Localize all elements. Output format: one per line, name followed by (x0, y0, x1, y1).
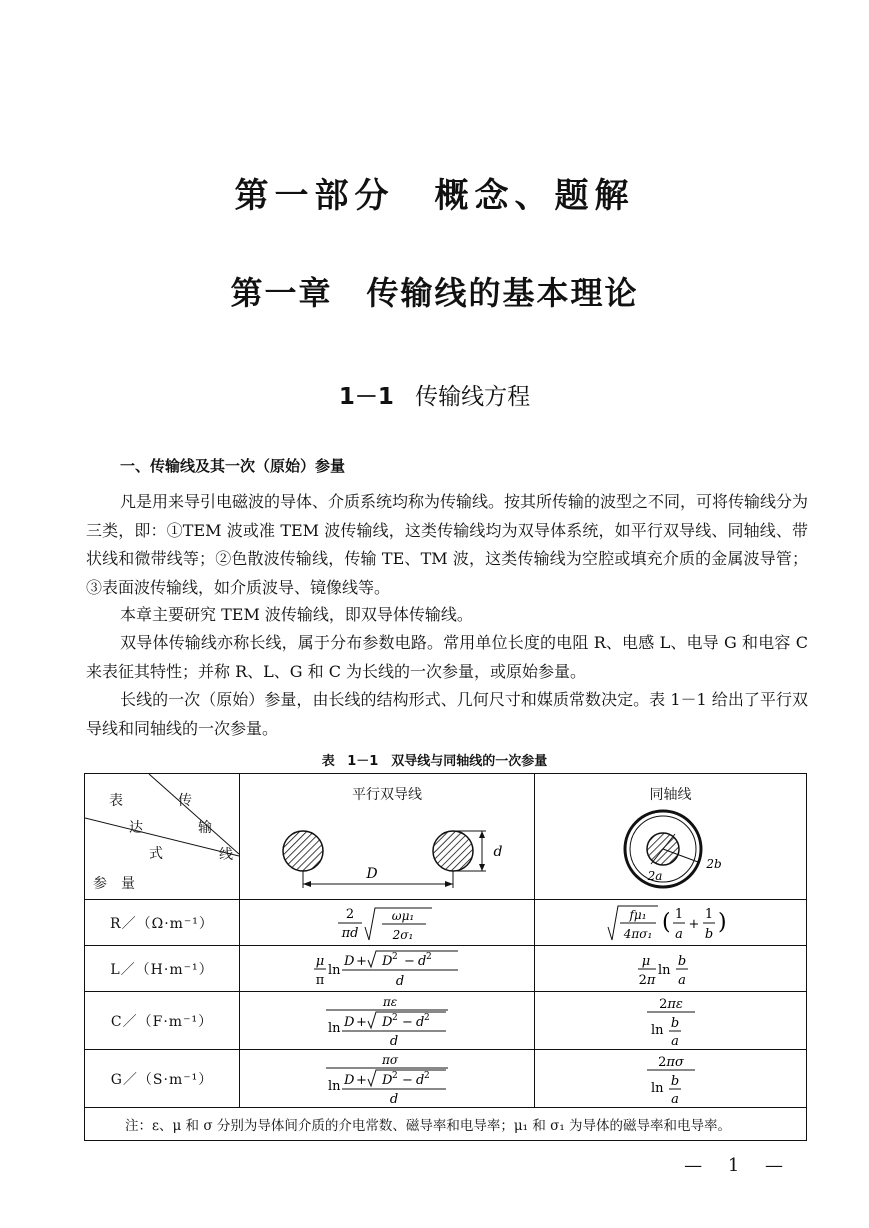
label-D: D (366, 866, 378, 882)
formula (322, 1052, 452, 1106)
svg-text:ln: ln (650, 1080, 664, 1096)
section-name: 传输线方程 (415, 384, 531, 410)
svg-text:2: 2 (392, 1070, 398, 1081)
header-char: 表 (109, 793, 123, 809)
svg-text:+: + (356, 953, 367, 969)
svg-text:d: d (418, 953, 427, 969)
svg-text:+: + (356, 1014, 367, 1030)
svg-text:2πσ: 2πσ (657, 1054, 684, 1070)
svg-text:+: + (356, 1072, 367, 1088)
svg-text:b: b (670, 1015, 679, 1031)
svg-text:2: 2 (392, 951, 398, 962)
svg-text:ωμ₁: ωμ₁ (391, 908, 415, 923)
svg-text:D: D (382, 1014, 393, 1030)
svg-text:b: b (677, 953, 686, 969)
formula-C-coax (535, 992, 807, 1050)
header-char: 参 (93, 876, 107, 892)
table-row (85, 900, 807, 946)
formula-C-parallel (240, 992, 535, 1050)
paragraph-1: 凡是用来导引电磁波的导体、介质系统均称为传输线。按其所传输的波型之不同，可将传输线分为三类，即：①TEM 波或准 TEM 波传输线，这类传输线均为双导体系统，如平行双导线、同轴线、带状线和微带线等；②色散波传输线，传输 TE、TM 波，这类传输线为空腔或填充介质的金属波导管；③表面波传输线，如介质波导、镜像线等。 (86, 492, 809, 597)
column-coax (535, 774, 807, 900)
svg-text:2π: 2π (638, 972, 655, 988)
svg-text:D: D (382, 953, 393, 969)
svg-text:d: d (416, 1014, 425, 1030)
svg-text:πd: πd (341, 925, 359, 941)
svg-text:4πσ₁: 4πσ₁ (623, 926, 652, 941)
svg-text:ln: ln (328, 962, 341, 978)
svg-text:−: − (402, 1072, 413, 1088)
svg-text:1: 1 (704, 906, 713, 922)
param-G: G／（S·m⁻¹） (85, 1050, 240, 1108)
column-parallel-wire (240, 774, 535, 900)
svg-text:d: d (389, 1033, 399, 1048)
label-d: d (493, 844, 503, 860)
svg-text:π: π (315, 972, 325, 988)
svg-text:πε: πε (382, 994, 398, 1009)
svg-text:D: D (344, 1014, 355, 1030)
svg-text:d: d (416, 1072, 425, 1088)
param-R: R／（Ω·m⁻¹） (85, 900, 240, 946)
svg-text:a: a (674, 926, 683, 942)
table-header-row (85, 774, 807, 900)
column-title: 同轴线 (649, 787, 692, 803)
svg-text:μ: μ (641, 953, 650, 969)
svg-text:2: 2 (426, 951, 432, 962)
table-row (85, 992, 807, 1050)
svg-text:ln: ln (650, 1022, 664, 1038)
svg-text:1: 1 (674, 906, 683, 922)
svg-text:−: − (404, 953, 415, 969)
svg-text:πσ: πσ (381, 1052, 399, 1067)
svg-text:a: a (670, 1033, 679, 1048)
svg-text:fμ₁: fμ₁ (628, 907, 647, 922)
table-caption: 表 1－1 双导线与同轴线的一次参量 (321, 754, 548, 769)
formula-L-coax (535, 946, 807, 992)
svg-text:2: 2 (392, 1012, 398, 1023)
svg-text:ln: ln (328, 1078, 341, 1094)
formula-R-coax (535, 900, 807, 946)
page-number: — 1 — (684, 1155, 793, 1176)
svg-text:D: D (382, 1072, 393, 1088)
table-note: 注：ε、μ 和 σ 分别为导体间介质的介电常数、磁导率和电导率；μ₁ 和 σ₁ 为导体的磁导率和电导率。 (85, 1108, 807, 1141)
formula-L-parallel (240, 946, 535, 992)
label-2a: 2a (647, 869, 663, 883)
paragraph-3: 双导体传输线亦称长线，属于分布参数电路。常用单位长度的电阻 R、电感 L、电导 G 和电容 C 来表征其特性；并称 R、L、G 和 C 为长线的一次参量，或原始参量。 (86, 633, 808, 681)
part-title: 第一部分 概念、题解 (234, 176, 635, 216)
table-note-row (85, 1108, 807, 1141)
svg-text:+: + (688, 916, 699, 932)
svg-text:−: − (402, 1014, 413, 1030)
svg-text:ln: ln (657, 962, 671, 978)
svg-text:D: D (344, 1072, 355, 1088)
paragraph-4: 长线的一次（原始）参量，由长线的结构形式、几何尺寸和媒质常数决定。表 1－1 给出了平行双导线和同轴线的一次参量。 (86, 690, 808, 738)
parameter-table (84, 773, 807, 1141)
svg-text:ln: ln (328, 1020, 341, 1036)
table-row (85, 946, 807, 992)
coax-figure (615, 804, 755, 899)
paragraph-2: 本章主要研究 TEM 波传输线，即双导体传输线。 (120, 605, 473, 624)
formula (641, 1052, 701, 1106)
formula-G-parallel (240, 1050, 535, 1108)
param-C: C／（F·m⁻¹） (85, 992, 240, 1050)
formula (322, 994, 452, 1048)
formula-G-coax (535, 1050, 807, 1108)
param-L: L／（H·m⁻¹） (85, 946, 240, 992)
svg-text:2σ₁: 2σ₁ (392, 927, 414, 942)
table-row (85, 1050, 807, 1108)
parallel-wire-figure (260, 814, 530, 894)
chapter-title: 第一章 传输线的基本理论 (230, 274, 639, 312)
svg-text:b: b (670, 1073, 679, 1089)
svg-text:): ) (717, 909, 727, 935)
formula (332, 902, 442, 944)
header-char: 达 (129, 820, 143, 836)
svg-text:(: ( (661, 909, 671, 935)
formula-R-parallel (240, 900, 535, 946)
formula (641, 994, 701, 1048)
header-char: 线 (219, 847, 233, 863)
svg-text:2: 2 (424, 1012, 430, 1023)
header-char: 式 (149, 846, 163, 862)
formula (606, 902, 736, 944)
svg-text:d: d (395, 973, 405, 989)
svg-text:b: b (704, 926, 713, 942)
section-number: 1－1 (338, 384, 394, 410)
diagonal-header-cell (85, 774, 240, 900)
svg-text:a: a (677, 972, 686, 988)
svg-text:2πε: 2πε (658, 996, 683, 1012)
svg-text:2: 2 (345, 906, 355, 922)
svg-text:d: d (389, 1091, 399, 1106)
header-char: 量 (121, 876, 135, 892)
svg-text:2: 2 (424, 1070, 430, 1081)
header-char: 传 (178, 793, 192, 809)
subheading: 一、传输线及其一次（原始）参量 (120, 457, 346, 475)
section-title (0, 378, 869, 411)
column-title: 平行双导线 (352, 787, 422, 803)
formula (636, 948, 706, 990)
header-char: 输 (198, 820, 212, 836)
svg-text:a: a (670, 1091, 679, 1106)
svg-text:D: D (344, 953, 355, 969)
svg-text:μ: μ (315, 953, 325, 969)
label-2b: 2b (706, 857, 722, 871)
formula (312, 948, 462, 990)
